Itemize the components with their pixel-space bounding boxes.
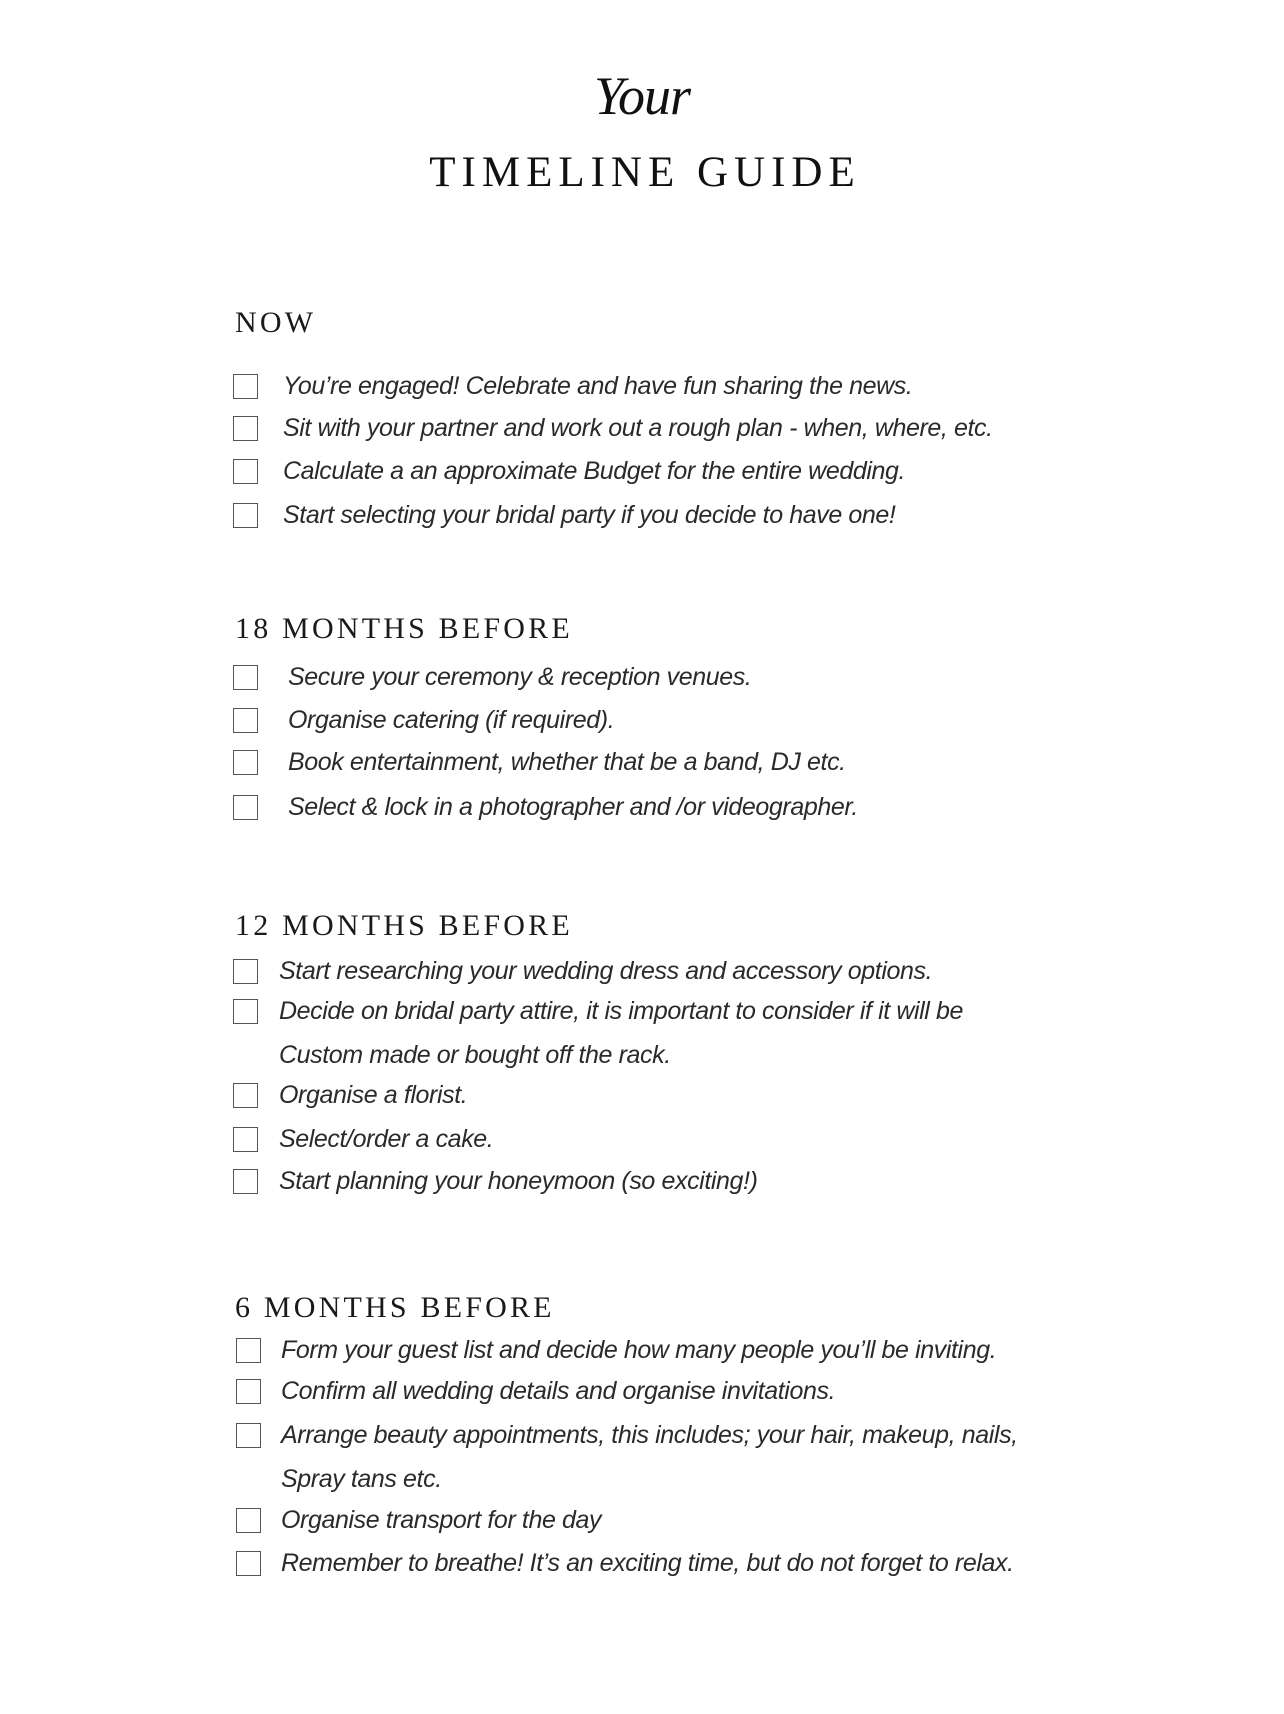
item-text: Sit with your partner and work out a rough plan - when, where, etc. <box>283 414 993 442</box>
item-text: Organise catering (if required). <box>288 706 615 734</box>
section-heading-18-months: 18 MONTHS BEFORE <box>235 612 573 645</box>
checkbox[interactable] <box>233 795 258 820</box>
checkbox[interactable] <box>233 416 258 441</box>
section-heading-now: NOW <box>235 306 317 339</box>
title-script: Your <box>593 66 691 126</box>
checkbox[interactable] <box>233 459 258 484</box>
item-text: Organise a florist. <box>279 1081 468 1109</box>
checkbox[interactable] <box>236 1551 261 1576</box>
item-text: Select/order a cake. <box>279 1125 494 1153</box>
section-heading-6-months: 6 MONTHS BEFORE <box>235 1291 555 1324</box>
checkbox[interactable] <box>233 1169 258 1194</box>
item-text: Organise transport for the day <box>281 1506 602 1534</box>
checkbox[interactable] <box>233 708 258 733</box>
item-text: Start planning your honeymoon (so exciting!) <box>279 1167 758 1195</box>
item-text: Start researching your wedding dress and accessory options. <box>279 957 933 985</box>
item-text: Arrange beauty appointments, this includes; your hair, makeup, nails, <box>281 1421 1018 1449</box>
checkbox[interactable] <box>233 1083 258 1108</box>
item-text: Calculate a an approximate Budget for the entire wedding. <box>283 457 906 485</box>
item-text: Book entertainment, whether that be a band, DJ etc. <box>288 748 846 776</box>
checkbox[interactable] <box>233 999 258 1024</box>
item-text: Confirm all wedding details and organise invitations. <box>281 1377 836 1405</box>
checkbox[interactable] <box>236 1508 261 1533</box>
checkbox[interactable] <box>233 750 258 775</box>
checkbox[interactable] <box>233 374 258 399</box>
checkbox[interactable] <box>233 959 258 984</box>
item-text: Secure your ceremony & reception venues. <box>288 663 752 691</box>
item-text: Select & lock in a photographer and /or videographer. <box>288 793 858 821</box>
checkbox[interactable] <box>233 503 258 528</box>
checkbox[interactable] <box>236 1338 261 1363</box>
item-text: Start selecting your bridal party if you decide to have one! <box>283 501 896 529</box>
checkbox[interactable] <box>236 1379 261 1404</box>
checkbox[interactable] <box>236 1423 261 1448</box>
item-text: You’re engaged! Celebrate and have fun sharing the news. <box>283 372 913 400</box>
item-text: Remember to breathe! It’s an exciting time, but do not forget to relax. <box>281 1549 1014 1577</box>
item-text-continuation: Custom made or bought off the rack. <box>279 1041 671 1069</box>
item-text: Decide on bridal party attire, it is important to consider if it will be <box>279 997 964 1025</box>
item-text-continuation: Spray tans etc. <box>281 1465 442 1493</box>
section-heading-12-months: 12 MONTHS BEFORE <box>235 909 573 942</box>
page-title: TIMELINE GUIDE <box>429 149 861 196</box>
checkbox[interactable] <box>233 1127 258 1152</box>
checkbox[interactable] <box>233 665 258 690</box>
item-text: Form your guest list and decide how many people you’ll be inviting. <box>281 1336 997 1364</box>
